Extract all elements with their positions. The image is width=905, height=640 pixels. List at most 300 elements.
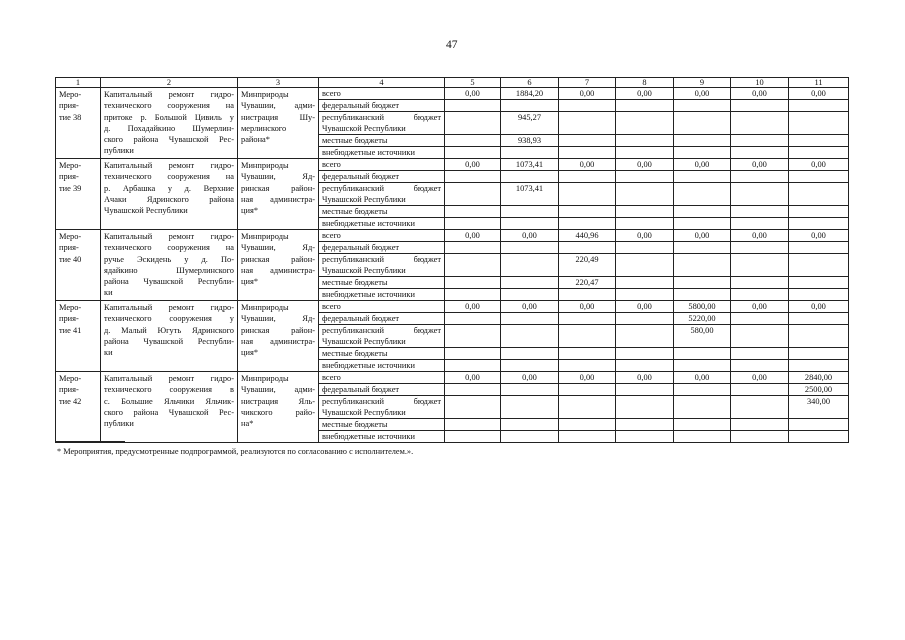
value-cell (559, 419, 616, 431)
text-line: Чувашской Республики (322, 124, 406, 133)
value-cell (501, 325, 559, 348)
table-header-cell: 10 (731, 78, 789, 88)
value-cell (559, 360, 616, 372)
value-cell (501, 419, 559, 431)
value-cell (674, 100, 731, 112)
value-cell (501, 254, 559, 277)
value-cell: 2840,00 (789, 372, 849, 384)
value-cell (789, 147, 849, 159)
executor-cell (238, 230, 319, 301)
text-line: Чувашии, Яд- (241, 243, 315, 253)
text-line: на* (241, 419, 254, 429)
text-line: прия- (59, 243, 79, 253)
measure-name-cell (101, 301, 238, 372)
text-line: внебюджетные источники (322, 432, 415, 441)
value-cell: 0,00 (559, 88, 616, 100)
value-cell (731, 112, 789, 135)
value-cell (674, 419, 731, 431)
text-line: технического сооружения на (104, 243, 234, 253)
text-line: прия- (59, 385, 79, 395)
measure-id-cell (56, 301, 101, 372)
value-cell: 5800,00 (674, 301, 731, 313)
funding-source-cell (319, 396, 445, 419)
value-cell (616, 277, 674, 289)
funding-source-cell (319, 100, 445, 112)
value-cell: 0,00 (445, 301, 501, 313)
value-cell (789, 277, 849, 289)
value-cell: 945,27 (501, 112, 559, 135)
value-cell (674, 242, 731, 254)
value-cell: 0,00 (501, 230, 559, 242)
value-cell: 0,00 (445, 230, 501, 242)
funding-source-cell (319, 384, 445, 396)
value-cell (559, 348, 616, 360)
value-cell (616, 325, 674, 348)
value-cell (731, 242, 789, 254)
text-line: внебюджетные источники (322, 361, 415, 370)
measure-name-cell (101, 88, 238, 159)
table-row (56, 159, 849, 171)
text-line: ная администра- (241, 336, 315, 346)
value-cell (731, 396, 789, 419)
text-line: республиканский бюджет (322, 184, 441, 193)
value-cell (616, 431, 674, 443)
table-body (56, 78, 849, 443)
text-line: р. Арбашка у д. Верхние (104, 183, 234, 193)
value-cell (789, 242, 849, 254)
text-line: Меро- (59, 161, 82, 170)
table-header-cell: 9 (674, 78, 731, 88)
value-cell: 0,00 (674, 159, 731, 171)
value-cell (445, 384, 501, 396)
executor-cell (238, 372, 319, 443)
value-cell (674, 289, 731, 301)
value-cell (501, 171, 559, 183)
measure-id-cell (56, 230, 101, 301)
value-cell: 440,96 (559, 230, 616, 242)
text-line: с. Большие Яльчики Яльчик- (104, 396, 234, 406)
text-line: Минприроды (241, 161, 289, 170)
table-header-cell: 6 (501, 78, 559, 88)
value-cell: 0,00 (674, 372, 731, 384)
value-cell (559, 147, 616, 159)
value-cell: 0,00 (789, 88, 849, 100)
value-cell (559, 289, 616, 301)
value-cell (559, 396, 616, 419)
value-cell (789, 348, 849, 360)
value-cell: 0,00 (789, 159, 849, 171)
value-cell: 938,93 (501, 135, 559, 147)
value-cell (731, 289, 789, 301)
table-header-cell: 4 (319, 78, 445, 88)
value-cell: 0,00 (616, 372, 674, 384)
value-cell (445, 348, 501, 360)
text-line: федеральный бюджет (322, 243, 400, 252)
funding-source-cell (319, 325, 445, 348)
measure-id-cell (56, 372, 101, 443)
value-cell (559, 171, 616, 183)
funding-source-cell (319, 431, 445, 443)
page-number: 47 (446, 39, 458, 51)
value-cell (789, 135, 849, 147)
value-cell (445, 112, 501, 135)
text-line: нистрация Яль- (241, 396, 315, 406)
text-line: республиканский бюджет (322, 255, 441, 264)
text-line: Чувашской Республики (322, 408, 406, 417)
value-cell (789, 112, 849, 135)
value-cell (616, 183, 674, 206)
value-cell (445, 431, 501, 443)
value-cell (616, 313, 674, 325)
text-line: тие 39 (59, 183, 82, 193)
funding-source-cell (319, 147, 445, 159)
funding-source-cell (319, 159, 445, 171)
value-cell: 2500,00 (789, 384, 849, 396)
text-line: района Чувашской Республи- (104, 277, 234, 287)
value-cell (674, 171, 731, 183)
value-cell (445, 313, 501, 325)
value-cell (731, 313, 789, 325)
text-line: местные бюджеты (322, 136, 388, 145)
value-cell (731, 183, 789, 206)
table-row (56, 230, 849, 242)
value-cell (731, 277, 789, 289)
value-cell (674, 218, 731, 230)
text-line: внебюджетные источники (322, 219, 415, 228)
value-cell: 0,00 (616, 230, 674, 242)
text-line: публики (104, 146, 134, 156)
value-cell (616, 100, 674, 112)
value-cell (674, 360, 731, 372)
text-line: прия- (59, 101, 79, 111)
value-cell (731, 431, 789, 443)
value-cell (731, 100, 789, 112)
value-cell (445, 419, 501, 431)
text-line: ского района Чувашской Рес- (104, 407, 234, 417)
value-cell: 220,49 (559, 254, 616, 277)
value-cell (616, 242, 674, 254)
text-line: района Чувашской Республи- (104, 336, 234, 346)
text-line: ручье Эскидень у д. По- (104, 254, 234, 264)
text-line: технического сооружения на (104, 172, 234, 182)
text-line: ция* (241, 277, 259, 287)
text-line: Чувашии, Яд- (241, 314, 315, 324)
value-cell (559, 242, 616, 254)
value-cell (616, 419, 674, 431)
table-row (56, 88, 849, 100)
value-cell (501, 348, 559, 360)
value-cell: 5220,00 (674, 313, 731, 325)
text-line: ринская район- (241, 325, 315, 335)
value-cell (731, 218, 789, 230)
text-line: внебюджетные источники (322, 290, 415, 299)
value-cell (789, 254, 849, 277)
value-cell (616, 254, 674, 277)
executor-cell (238, 301, 319, 372)
value-cell: 0,00 (674, 88, 731, 100)
text-line: тие 42 (59, 396, 82, 406)
text-line: Капитальный ремонт гидро- (104, 161, 234, 170)
text-line: тие 38 (59, 112, 82, 122)
text-line: Чувашии, адми- (241, 101, 315, 111)
value-cell (501, 277, 559, 289)
text-line: технического сооружения на (104, 101, 234, 111)
table-row (56, 301, 849, 313)
text-line: ция* (241, 348, 259, 358)
executor-cell (238, 88, 319, 159)
measure-id-cell (56, 159, 101, 230)
value-cell (445, 206, 501, 218)
text-line: федеральный бюджет (322, 101, 400, 110)
value-cell (559, 100, 616, 112)
value-cell (674, 396, 731, 419)
value-cell: 0,00 (559, 159, 616, 171)
value-cell: 0,00 (731, 301, 789, 313)
text-line: внебюджетные источники (322, 148, 415, 157)
value-cell (501, 313, 559, 325)
value-cell (789, 218, 849, 230)
value-cell (445, 254, 501, 277)
value-cell: 580,00 (674, 325, 731, 348)
text-line: всего (322, 89, 341, 98)
text-line: прия- (59, 172, 79, 182)
funding-source-cell (319, 242, 445, 254)
value-cell: 1884,20 (501, 88, 559, 100)
value-cell (559, 325, 616, 348)
value-cell (789, 171, 849, 183)
text-line: республиканский бюджет (322, 326, 441, 335)
text-line: д. Малый Югуть Ядринского (104, 325, 234, 335)
value-cell: 0,00 (616, 159, 674, 171)
value-cell (501, 431, 559, 443)
text-line: нистрация Шу- (241, 112, 315, 122)
value-cell (674, 206, 731, 218)
text-line: местные бюджеты (322, 207, 388, 216)
text-line: Меро- (59, 303, 82, 312)
value-cell (789, 360, 849, 372)
value-cell: 0,00 (445, 88, 501, 100)
funding-source-cell (319, 171, 445, 183)
value-cell (445, 218, 501, 230)
value-cell (559, 112, 616, 135)
value-cell (445, 183, 501, 206)
value-cell (559, 431, 616, 443)
value-cell (445, 396, 501, 419)
value-cell (559, 183, 616, 206)
value-cell: 0,00 (731, 88, 789, 100)
value-cell (674, 112, 731, 135)
value-cell (501, 289, 559, 301)
value-cell (789, 419, 849, 431)
text-line: ки (104, 348, 113, 358)
value-cell (789, 325, 849, 348)
value-cell (501, 396, 559, 419)
value-cell: 0,00 (445, 159, 501, 171)
value-cell (559, 384, 616, 396)
value-cell (731, 147, 789, 159)
text-line: ядайкино Шумерлинского (104, 265, 234, 275)
value-cell (501, 147, 559, 159)
value-cell (616, 171, 674, 183)
funding-source-cell (319, 183, 445, 206)
text-line: района* (241, 135, 270, 145)
funding-source-cell (319, 277, 445, 289)
text-line: Минприроды (241, 232, 289, 241)
value-cell (616, 147, 674, 159)
text-line: Чувашской Республики (322, 337, 406, 346)
funding-source-cell (319, 135, 445, 147)
value-cell (616, 135, 674, 147)
measure-name-cell (101, 372, 238, 443)
value-cell: 1073,41 (501, 183, 559, 206)
text-line: ского района Чувашской Рес- (104, 135, 234, 145)
value-cell (445, 242, 501, 254)
text-line: федеральный бюджет (322, 385, 400, 394)
text-line: прия- (59, 314, 79, 324)
value-cell (674, 135, 731, 147)
value-cell (445, 277, 501, 289)
text-line: местные бюджеты (322, 278, 388, 287)
value-cell (789, 313, 849, 325)
text-line: ная администра- (241, 265, 315, 275)
funding-table (55, 77, 849, 443)
value-cell: 0,00 (731, 230, 789, 242)
text-line: Капитальный ремонт гидро- (104, 303, 234, 312)
value-cell (559, 218, 616, 230)
value-cell (731, 254, 789, 277)
value-cell: 0,00 (616, 88, 674, 100)
text-line: Ачаки Ядринского района (104, 194, 234, 204)
value-cell (616, 384, 674, 396)
funding-source-cell (319, 206, 445, 218)
value-cell (616, 218, 674, 230)
value-cell (445, 325, 501, 348)
value-cell: 0,00 (445, 372, 501, 384)
measure-name-cell (101, 230, 238, 301)
text-line: Минприроды (241, 303, 289, 312)
table-header-cell: 5 (445, 78, 501, 88)
text-line: местные бюджеты (322, 420, 388, 429)
text-line: Чувашской Республики (322, 195, 406, 204)
value-cell (674, 147, 731, 159)
text-line: местные бюджеты (322, 349, 388, 358)
value-cell (616, 396, 674, 419)
text-line: чикского райо- (241, 407, 315, 417)
table-header-cell: 11 (789, 78, 849, 88)
value-cell (445, 289, 501, 301)
value-cell (674, 431, 731, 443)
value-cell (789, 183, 849, 206)
funding-source-cell (319, 301, 445, 313)
value-cell (731, 135, 789, 147)
text-line: притоке р. Большой Цивиль у (104, 112, 234, 122)
value-cell (731, 419, 789, 431)
value-cell (731, 348, 789, 360)
value-cell (674, 277, 731, 289)
footnote: * Мероприятия, предусмотренные подпрограммой, реализуются по согласованию с исполнителем.». (57, 447, 414, 456)
funding-source-cell (319, 112, 445, 135)
table-header-cell: 3 (238, 78, 319, 88)
value-cell (445, 100, 501, 112)
value-cell: 0,00 (789, 230, 849, 242)
value-cell (674, 384, 731, 396)
value-cell (731, 360, 789, 372)
funding-source-cell (319, 230, 445, 242)
value-cell (445, 171, 501, 183)
text-line: д. Похадайкино Шумерлин- (104, 123, 234, 133)
value-cell (616, 348, 674, 360)
value-cell (445, 147, 501, 159)
text-line: Минприроды (241, 374, 289, 383)
value-cell (616, 112, 674, 135)
text-line: Меро- (59, 90, 82, 99)
text-line: Минприроды (241, 90, 289, 99)
measure-name-cell (101, 159, 238, 230)
funding-source-cell (319, 372, 445, 384)
text-line: тие 40 (59, 254, 82, 264)
table-row (56, 372, 849, 384)
value-cell (559, 206, 616, 218)
funding-source-cell (319, 360, 445, 372)
value-cell (789, 289, 849, 301)
text-line: всего (322, 302, 341, 311)
text-line: федеральный бюджет (322, 172, 400, 181)
value-cell: 1073,41 (501, 159, 559, 171)
value-cell (731, 384, 789, 396)
text-line: ция* (241, 206, 259, 216)
table-header-cell: 1 (56, 78, 101, 88)
value-cell (674, 183, 731, 206)
value-cell (789, 431, 849, 443)
text-line: Капитальный ремонт гидро- (104, 90, 234, 99)
text-line: Меро- (59, 232, 82, 241)
value-cell (501, 360, 559, 372)
value-cell: 220,47 (559, 277, 616, 289)
text-line: республиканский бюджет (322, 397, 441, 406)
text-line: ная администра- (241, 194, 315, 204)
funding-source-cell (319, 419, 445, 431)
value-cell: 0,00 (616, 301, 674, 313)
value-cell (559, 313, 616, 325)
text-line: республиканский бюджет (322, 113, 441, 122)
value-cell: 0,00 (789, 301, 849, 313)
text-line: Чувашии, Яд- (241, 172, 315, 182)
value-cell (616, 289, 674, 301)
value-cell (789, 206, 849, 218)
text-line: федеральный бюджет (322, 314, 400, 323)
value-cell (501, 218, 559, 230)
table-header-cell: 8 (616, 78, 674, 88)
text-line: Чувашии, адми- (241, 385, 315, 395)
value-cell: 0,00 (731, 372, 789, 384)
funding-source-cell (319, 289, 445, 301)
text-line: ринская район- (241, 183, 315, 193)
text-line: Чувашской Республики (322, 266, 406, 275)
value-cell (501, 242, 559, 254)
text-line: Капитальный ремонт гидро- (104, 232, 234, 241)
text-line: всего (322, 373, 341, 382)
funding-source-cell (319, 313, 445, 325)
text-line: всего (322, 231, 341, 240)
value-cell: 0,00 (674, 230, 731, 242)
table-header-row (56, 78, 849, 88)
measure-id-cell (56, 88, 101, 159)
value-cell: 0,00 (559, 301, 616, 313)
value-cell (731, 206, 789, 218)
value-cell: 0,00 (501, 372, 559, 384)
value-cell (559, 135, 616, 147)
funding-source-cell (319, 88, 445, 100)
